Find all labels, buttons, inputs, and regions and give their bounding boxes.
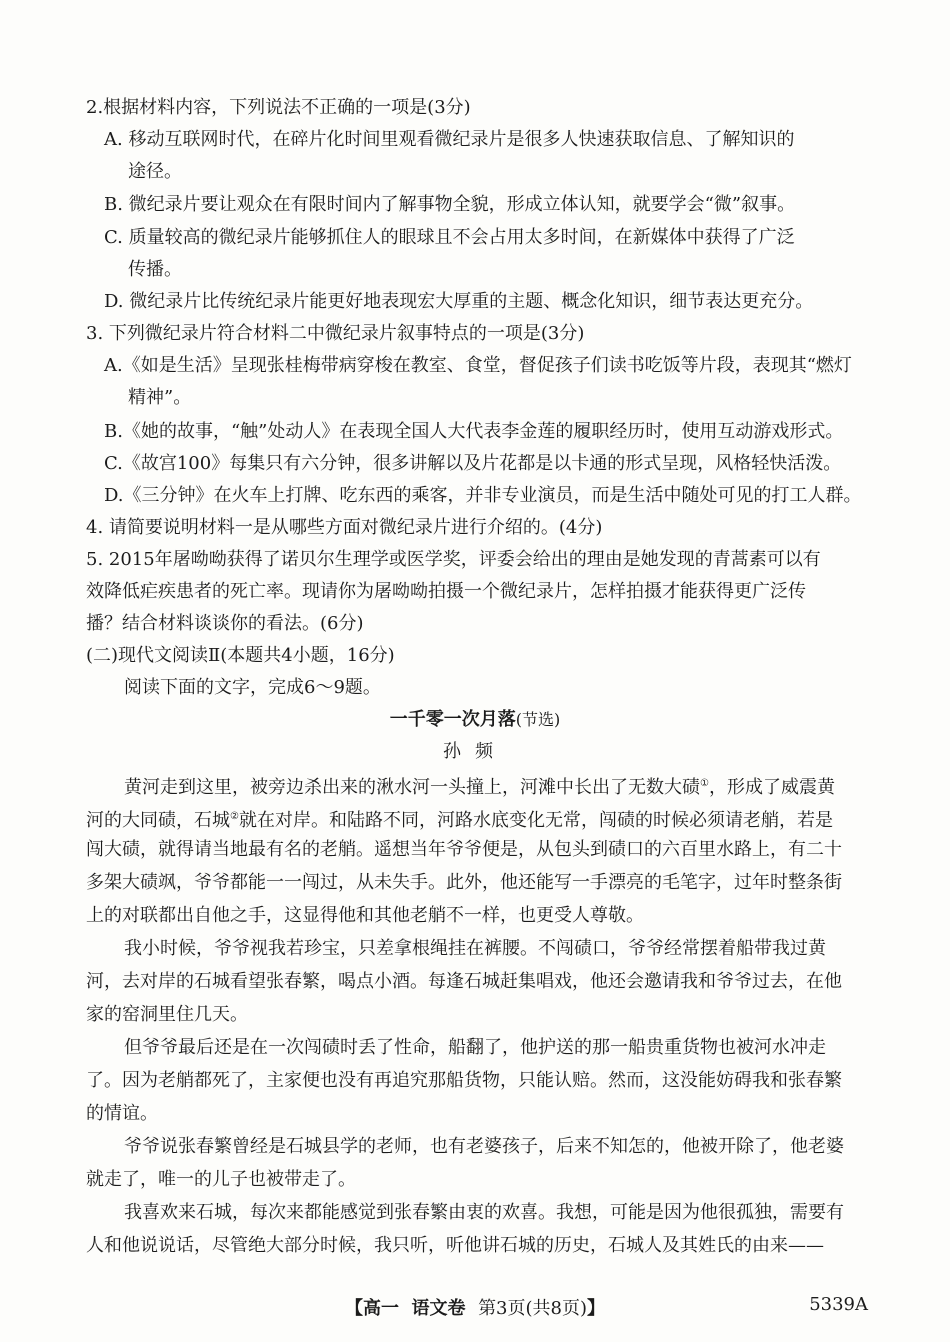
footer-open-bracket: 【	[344, 1298, 363, 1319]
story-p1-line-4: 多架大碛飒，爷爷都能一一闯过，从未失手。此外，他还能写一手漂亮的毛笔字，过年时整条街	[86, 872, 842, 893]
story-p3-line-3: 的情谊。	[86, 1103, 158, 1124]
story-p1-line-1	[124, 772, 835, 800]
footer-close-bracket: 】	[587, 1298, 606, 1319]
story-p2-line-2: 河，去对岸的石城看望张春繁，喝点小酒。每逢石城赶集唱戏，他还会邀请我和爷爷过去，在他	[86, 971, 842, 992]
story-p1-line-2	[86, 805, 833, 833]
story-p5-line-2: 人和他说说话，尽管绝大部分时候，我只听，听他讲石城的历史，石城人及其姓氏的由来——	[86, 1235, 824, 1256]
p1-text-c: 河的大同碛，石城	[86, 810, 230, 831]
page-footer	[0, 1294, 950, 1320]
q4-stem: 4. 请简要说明材料一是从哪些方面对微纪录片进行介绍的。(4分)	[86, 517, 603, 538]
story-title-text: 一千零一次月落	[389, 709, 516, 730]
q3-option-d: D.《三分钟》在火车上打牌、吃东西的乘客，并非专业演员，而是生活中随处可见的打工人群。	[104, 485, 862, 506]
footer-page-number: 第3页(共8页)	[478, 1298, 588, 1319]
story-p1-line-3: 闯大碛，就得请当地最有名的老艄。遥想当年爷爷便是，从包头到碛口的六百里水路上，有二十	[86, 839, 842, 860]
section-heading: (二)现代文阅读Ⅱ(本题共4小题，16分)	[86, 645, 395, 666]
story-p5-line-1: 我喜欢来石城，每次来都能感觉到张春繁由衷的欢喜。我想，可能是因为他很孤独，需要有	[124, 1202, 844, 1223]
p1-text-a: 黄河走到这里，被旁边杀出来的湫水河一头撞上，河滩中长出了无数大碛	[124, 777, 700, 798]
story-author: 孙频	[443, 741, 507, 762]
q2-option-a: A. 移动互联网时代，在碎片化时间里观看微纪录片是很多人快速获取信息、了解知识的	[104, 129, 795, 150]
q2-option-d: D. 微纪录片比传统纪录片能更好地表现宏大厚重的主题、概念化知识，细节表达更充分。	[104, 291, 814, 312]
footer-subject: 语文卷	[411, 1298, 466, 1319]
q5-line-3: 播？结合材料谈谈你的看法。(6分)	[86, 613, 364, 634]
q2-option-c-cont: 传播。	[128, 259, 182, 280]
story-p3-line-1: 但爷爷最后还是在一次闯碛时丢了性命，船翻了，他护送的那一船贵重货物也被河水冲走	[124, 1037, 826, 1058]
q5-line-1: 5. 2015年屠呦呦获得了诺贝尔生理学或医学奖，评委会给出的理由是她发现的青蒿素可以有	[86, 549, 821, 570]
footnote-mark-2: ②	[230, 811, 239, 822]
story-p2-line-3: 家的窑洞里住几天。	[86, 1004, 248, 1025]
story-p3-line-2: 了。因为老艄都死了，主家便也没有再追究那船货物，只能认赔。然而，这没能妨碍我和张春繁	[86, 1070, 842, 1091]
story-title-note: (节选)	[515, 710, 561, 729]
story-p4-line-1: 爷爷说张春繁曾经是石城县学的老师，也有老婆孩子，后来不知怎的，他被开除了，他老婆	[124, 1136, 844, 1157]
q3-stem: 3. 下列微纪录片符合材料二中微纪录片叙事特点的一项是(3分)	[86, 323, 585, 344]
q3-option-c: C.《故宫100》每集只有六分钟，很多讲解以及片花都是以卡通的形式呈现，风格轻快活泼。	[104, 453, 842, 474]
reading-instruction: 阅读下面的文字，完成6～9题。	[124, 677, 381, 698]
q2-option-a-cont: 途径。	[128, 161, 182, 182]
q5-line-2: 效降低疟疾患者的死亡率。现请你为屠呦呦拍摄一个微纪录片，怎样拍摄才能获得更广泛传	[86, 581, 806, 602]
story-title	[0, 708, 950, 732]
footer-grade: 高一	[362, 1298, 399, 1319]
q3-option-a: A.《如是生活》呈现张桂梅带病穿梭在教室、食堂，督促孩子们读书吃饭等片段，表现其“燃灯	[104, 355, 852, 376]
q2-option-b: B. 微纪录片要让观众在有限时间内了解事物全貌，形成立体认知，就要学会“微”叙事。	[104, 194, 796, 215]
p1-text-b: ，形成了威震黄	[708, 777, 835, 798]
q3-option-b: B.《她的故事，“触”处动人》在表现全国人大代表李金莲的履职经历时，使用互动游戏形式。	[104, 421, 844, 442]
q2-stem: 2.根据材料内容，下列说法不正确的一项是(3分)	[86, 97, 471, 118]
story-p4-line-2: 就走了，唯一的儿子也被带走了。	[86, 1169, 356, 1190]
q3-option-a-cont: 精神”。	[128, 387, 192, 408]
q2-option-c: C. 质量较高的微纪录片能够抓住人的眼球且不会占用太多时间，在新媒体中获得了广泛	[104, 227, 795, 248]
story-p1-line-5: 上的对联都出自他之手，这显得他和其他老艄不一样，也更受人尊敬。	[86, 905, 644, 926]
story-p2-line-1: 我小时候，爷爷视我若珍宝，只差拿根绳挂在裤腰。不闯碛口，爷爷经常摆着船带我过黄	[124, 938, 826, 959]
footnote-mark-1: ①	[700, 778, 709, 789]
p1-text-d: 就在对岸。和陆路不同，河路水底变化无常，闯碛的时候必须请老艄，若是	[238, 810, 833, 831]
paper-code: 5339A	[809, 1294, 868, 1315]
